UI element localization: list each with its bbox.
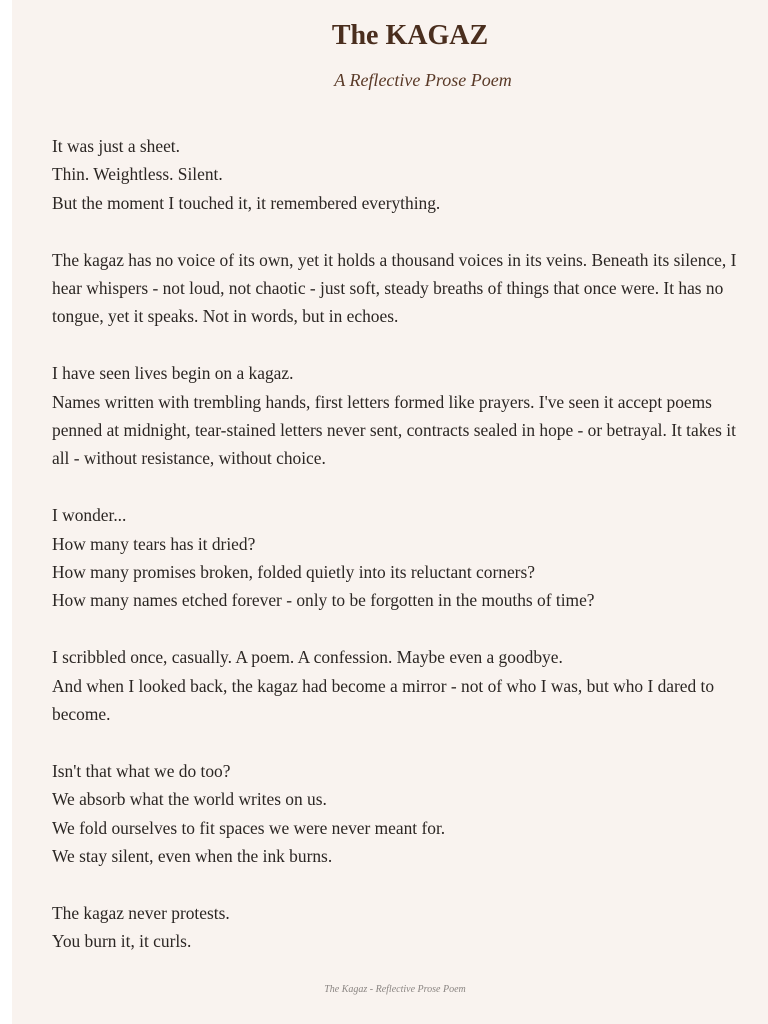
poem-line: I wonder... — [52, 505, 127, 526]
stanza — [52, 899, 752, 956]
poem-line: How many tears has it dried? — [52, 533, 256, 554]
poem-line: I have seen lives begin on a kagaz. — [52, 363, 294, 384]
page-title: The KAGAZ — [331, 20, 489, 51]
poem-line: It was just a sheet. — [52, 136, 180, 156]
stanza — [52, 132, 752, 217]
poem-line: And when I looked back, the kagaz had become a mirror - not of who I was, but who I dared to become. — [52, 675, 715, 725]
poem-line: We absorb what the world writes on us. — [52, 789, 327, 810]
poem-body — [52, 132, 752, 984]
page-footer: The Kagaz - Reflective Prose Poem — [324, 984, 466, 995]
poem-line: The kagaz has no voice of its own, yet it holds a thousand voices in its veins. Beneath its silence, I hear whispers - not loud, not chaotic - just soft, steady breaths of things that once were. It has no tongue, yet it speaks. Not in words, but in echoes. — [52, 249, 737, 327]
poem-line: The kagaz never protests. — [52, 902, 230, 923]
poem-line: You burn it, it curls. — [52, 931, 192, 952]
poem-line: We fold ourselves to fit spaces we were never meant for. — [52, 817, 446, 838]
poem-line: How many names etched forever - only to be forgotten in the mouths of time? — [52, 590, 595, 611]
poem-line: Names written with trembling hands, first letters formed like prayers. I've seen it accept poems penned at midnight, tear-stained letters never sent, contracts sealed in hope - or betrayal. It takes it all - without resistance, without choice. — [52, 391, 736, 469]
poem-line: I scribbled once, casually. A poem. A confession. Maybe even a goodbye. — [52, 647, 563, 668]
stanza — [52, 359, 752, 473]
stanza — [52, 501, 752, 615]
document-page — [12, 0, 768, 1024]
stanza — [52, 643, 752, 728]
page-subtitle: A Reflective Prose Poem — [334, 70, 512, 90]
poem-line: But the moment I touched it, it remembered everything. — [52, 192, 441, 213]
poem-line: We stay silent, even when the ink burns. — [52, 846, 333, 867]
stanza — [52, 757, 752, 871]
stanza — [52, 246, 752, 331]
poem-line: How many promises broken, folded quietly into its reluctant corners? — [52, 562, 535, 583]
poem-line: Isn't that what we do too? — [52, 760, 231, 781]
poem-line: Thin. Weightless. Silent. — [52, 164, 223, 185]
